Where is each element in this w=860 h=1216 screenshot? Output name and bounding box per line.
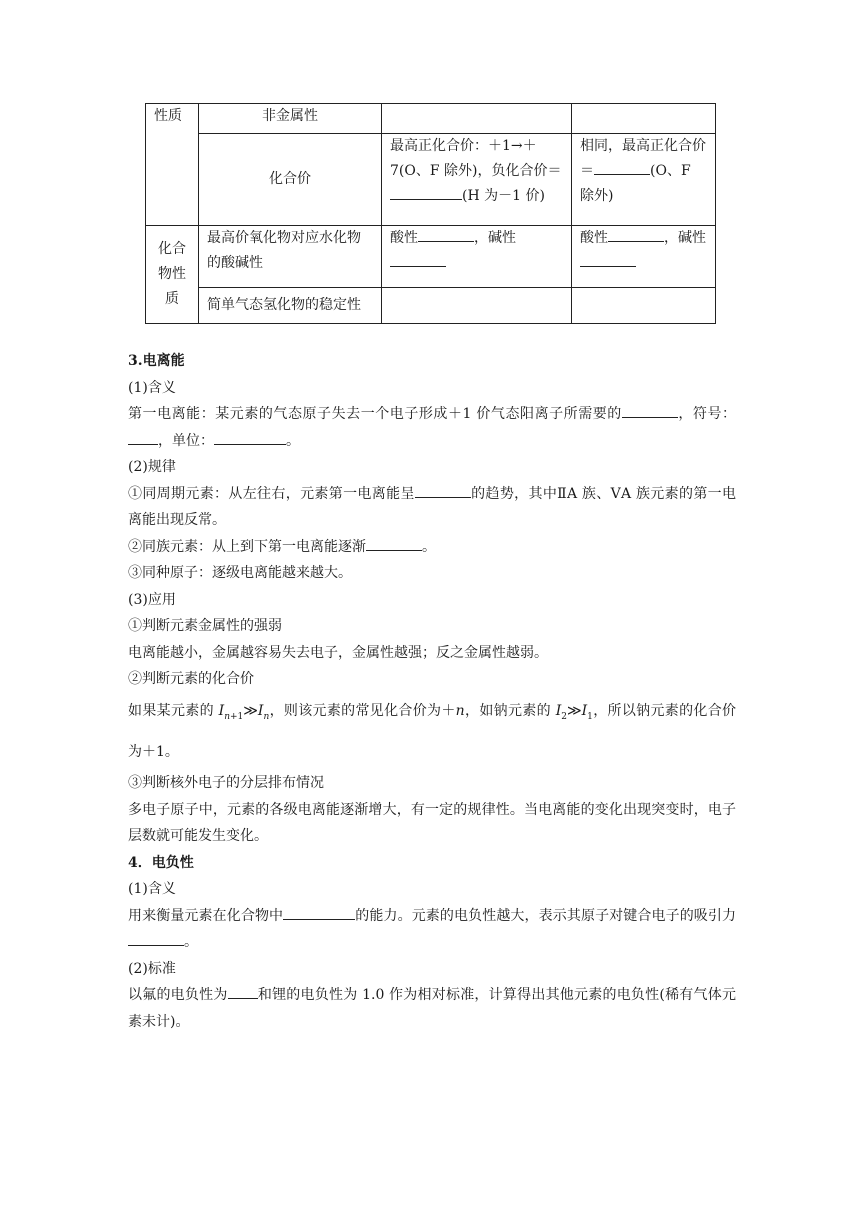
- document-body: [128, 348, 736, 1035]
- section3-rule-1: ①同周期元素：从左往右，元素第一电离能呈 的趋势，其中ⅡA 族、ⅤA 族元素的第一电离能出现反常。: [128, 481, 736, 534]
- fill-blank[interactable]: [390, 185, 462, 200]
- section3-app-1-text: 电离能越小，金属越容易失去电子，金属性越强；反之金属性越弱。: [128, 644, 548, 661]
- section3-app-2: ②判断元素的化合价: [128, 671, 254, 687]
- cell-hydride-col1: [382, 288, 572, 324]
- fill-blank[interactable]: [608, 227, 664, 242]
- section3-subheading-rule: (2)规律: [128, 459, 176, 475]
- fill-blank[interactable]: [390, 252, 446, 267]
- fill-blank[interactable]: [366, 536, 422, 551]
- fill-blank[interactable]: [594, 160, 650, 175]
- fill-blank[interactable]: [283, 905, 355, 920]
- fill-blank[interactable]: [128, 430, 158, 445]
- fill-blank[interactable]: [415, 483, 471, 498]
- section4-standard-text: 以氟的电负性为 和锂的电负性为 1.0 作为相对标准，计算得出其他元素的电负性(稀有气体元素未计)。: [128, 982, 736, 1035]
- section3-app-3: ③判断核外电子的分层排布情况: [128, 775, 324, 792]
- section4-meaning-text: 用来衡量元素在化合物中 的能力。元素的电负性越大，表示其原子对键合电子的吸引力。: [128, 903, 736, 956]
- row-group-compound-properties: 化合物性质: [146, 226, 199, 324]
- section3-app-1: ①判断元素金属性的强弱: [128, 618, 282, 634]
- row-label-nonmetallic: 非金属性: [199, 104, 382, 134]
- fill-blank[interactable]: [128, 931, 184, 946]
- row-label-valence: 化合价: [199, 134, 382, 226]
- fill-blank[interactable]: [580, 252, 636, 267]
- section3-subheading-application: (3)应用: [128, 591, 176, 608]
- fill-blank[interactable]: [228, 984, 258, 999]
- cell-nonmetallic-col1: [382, 104, 572, 134]
- section4-subheading-standard: (2)标准: [128, 960, 176, 977]
- section4-title: 4．电负性: [128, 854, 194, 871]
- row-group-properties: 性质: [146, 104, 199, 226]
- section3-app-2-text: 如果某元素的 $I_{n+1}≫I_n$，则该元素的常见化合价为＋n，如钠元素的 $I_2≫I_1$，所以钠元素的化合价为＋1。: [128, 702, 737, 761]
- fill-blank[interactable]: [622, 403, 678, 418]
- cell-nonmetallic-col2: [572, 104, 716, 134]
- section3-rule-3: ③同种原子：逐级电离能越来越大。: [128, 565, 352, 581]
- fill-blank[interactable]: [418, 227, 474, 242]
- cell-valence-col2: 相同，最高正化合价＝ (O、F 除外): [572, 134, 716, 226]
- cell-valence-col1: 最高正化合价：＋1→＋7(O、F 除外)，负化合价＝(H 为－1 价): [382, 134, 572, 226]
- cell-hydride-col2: [572, 288, 716, 324]
- section3-title: 3.电离能: [128, 353, 185, 369]
- section3-app-3-text: 多电子原子中，元素的各级电离能逐渐增大，有一定的规律性。当电离能的变化出现突变时，电子层数就可能发生变化。: [128, 801, 736, 845]
- section3-rule-2: ②同族元素：从上到下第一电离能逐渐 。: [128, 534, 736, 561]
- fill-blank[interactable]: [214, 430, 286, 445]
- section3-meaning-text: 第一电离能：某元素的气态原子失去一个电子形成＋1 价气态阳离子所需要的 ，符号：，单位： 。: [128, 401, 736, 454]
- section3-subheading-meaning: (1)含义: [128, 379, 176, 396]
- row-label-acid-base: 最高价氧化物对应水化物的酸碱性: [199, 226, 382, 288]
- cell-acid-base-col1: 酸性 ，碱性: [382, 226, 572, 288]
- property-table: [145, 103, 716, 324]
- row-label-hydride-stability: 简单气态氢化物的稳定性: [199, 288, 382, 324]
- section4-subheading-meaning: (1)含义: [128, 881, 176, 898]
- cell-acid-base-col2: 酸性 ，碱性: [572, 226, 716, 288]
